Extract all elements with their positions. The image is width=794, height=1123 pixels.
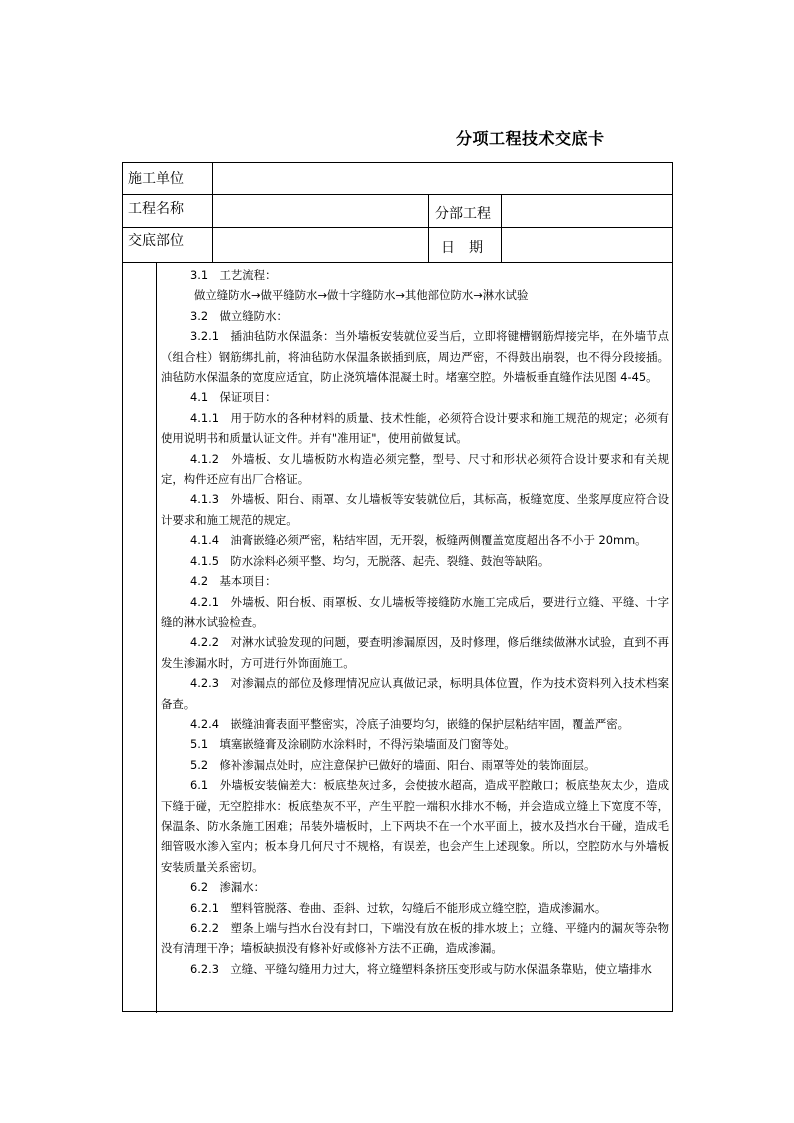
date-label: 日 期 bbox=[441, 240, 483, 256]
paragraph: 4.1.3 外墙板、阳台、雨罩、女儿墙板等安装就位后，其标高，板缝宽度、坐浆厚度应符合设计要求和施工规范的规定。 bbox=[161, 492, 669, 527]
paragraph: 3.1 工艺流程： bbox=[190, 268, 277, 282]
location-label: 交底部位 bbox=[128, 233, 184, 249]
paragraph: 4.1.4 油膏嵌缝必须严密，粘结牢固，无开裂，板缝两侧覆盖宽度超出各不小于 20mm。 bbox=[190, 533, 647, 548]
paragraph: 4.1.2 外墙板、女儿墙板防水构造必须完整，型号、尺寸和形状必须符合设计要求和有关规定，构件还应有出厂合格证。 bbox=[161, 451, 669, 487]
disclosure-card-table bbox=[122, 162, 673, 1012]
paragraph: 4.2.1 外墙板、阳台板、雨罩板、女儿墙板等接缝防水施工完成后，要进行立缝、平缝、十字缝的淋水试验检查。 bbox=[161, 594, 669, 629]
subproject-label: 分部工程 bbox=[435, 206, 491, 222]
paragraph: 5.1 填塞嵌缝膏及涂刷防水涂料时，不得污染墙面及门窗等处。 bbox=[190, 737, 516, 752]
project-name-label: 工程名称 bbox=[128, 201, 184, 217]
disclosure-content bbox=[157, 265, 673, 979]
paragraph: 4.2.2 对淋水试验发现的问题，要查明渗漏原因，及时修理，修后继续做淋水试验，直到不再发生渗漏水时，方可进行外饰面施工。 bbox=[161, 635, 669, 670]
paragraph: 5.2 修补渗漏点处时，应注意保护已做好的墙面、阳台、雨罩等处的装饰面层。 bbox=[190, 757, 596, 772]
disclosure-content-area bbox=[123, 263, 672, 1013]
paragraph: 4.1.5 防水涂料必须平整、均匀，无脱落、起壳、裂缝、鼓泡等缺陷。 bbox=[190, 553, 550, 568]
subproject-value-left-divider bbox=[501, 195, 502, 263]
paragraph: 4.2 基本项目： bbox=[190, 574, 277, 589]
paragraph: 4.2.4 嵌缝油膏表面平整密实，冷底子油要均匀，嵌缝的保护层粘结牢固，覆盖严密。 bbox=[190, 716, 630, 731]
paragraph: 做立缝防水→做平缝防水→做十字缝防水→其他部位防水→淋水试验 bbox=[194, 288, 529, 303]
paragraph: 4.1.1 用于防水的各种材料的质量、技术性能，必须符合设计要求和施工规范的规定；必须有使用说明书和质量认证文件。并有"准用证"，使用前做复试。 bbox=[161, 410, 669, 446]
paragraph: 3.2.1 插油毡防水保温条：当外墙板安装就位妥当后，立即将键槽钢筋焊接完毕，在外墙节点（组合柱）钢筋绑扎前，将油毡防水保温条嵌插到底，周边严密，不得鼓出崩裂，也不得分段接插。油毡防水保温条的宽度应适宜，防止浇筑墙体混凝土时。堵塞空腔。外墙板垂直缝作法见图 4-45。 bbox=[161, 329, 669, 385]
subproject-label-left-divider bbox=[428, 195, 429, 263]
label-column-divider bbox=[212, 163, 213, 263]
header-row-unit bbox=[123, 163, 672, 195]
unit-label: 施工单位 bbox=[128, 171, 184, 187]
paragraph: 3.2 做立缝防水： bbox=[190, 308, 288, 323]
page-title: 分项工程技术交底卡 bbox=[456, 129, 605, 148]
paragraph: 6.2.1 塑料管脱落、卷曲、歪斜、过软，勾缝后不能形成立缝空腔，造成渗漏水。 bbox=[190, 900, 607, 915]
header-row-project bbox=[123, 195, 672, 228]
paragraph: 4.2.3 对渗漏点的部位及修理情况应认真做记录，标明具体位置，作为技术资料列入技术档案备查。 bbox=[161, 676, 669, 711]
paragraph: 6.2 渗漏水： bbox=[190, 880, 266, 895]
paragraph: 4.1 保证项目： bbox=[190, 390, 277, 405]
paragraph: 6.2.2 塑条上端与挡水台没有封口，下端没有放在板的排水坡上；立缝、平缝内的漏灰等杂物没有清理干净；墙板缺损没有修补好或修补方法不正确，造成渗漏。 bbox=[161, 921, 669, 956]
header-row-location bbox=[123, 228, 672, 263]
paragraph: 6.1 外墙板安装偏差大：板底垫灰过多，会使披水超高，造成平腔敞口；板底垫灰太少，造成下缝于碰，无空腔排水：板底垫灰不平，产生平腔一端积水排水不畅，并会造成立缝上下宽度不等，保温条、防水条施工困难；吊装外墙板时，上下两块不在一个水平面上，披水及挡水台干碰，造成毛细管吸水渗入室内；板本身几何尺寸不规格，有误差，也会产生上述现象。所以，空腔防水与外墙板安装质量关系密切。 bbox=[161, 778, 669, 874]
paragraph: 6.2.3 立缝、平缝勾缝用力过大，将立缝塑料条挤压变形或与防水保温条靠贴，使立墙排水 bbox=[190, 961, 652, 976]
